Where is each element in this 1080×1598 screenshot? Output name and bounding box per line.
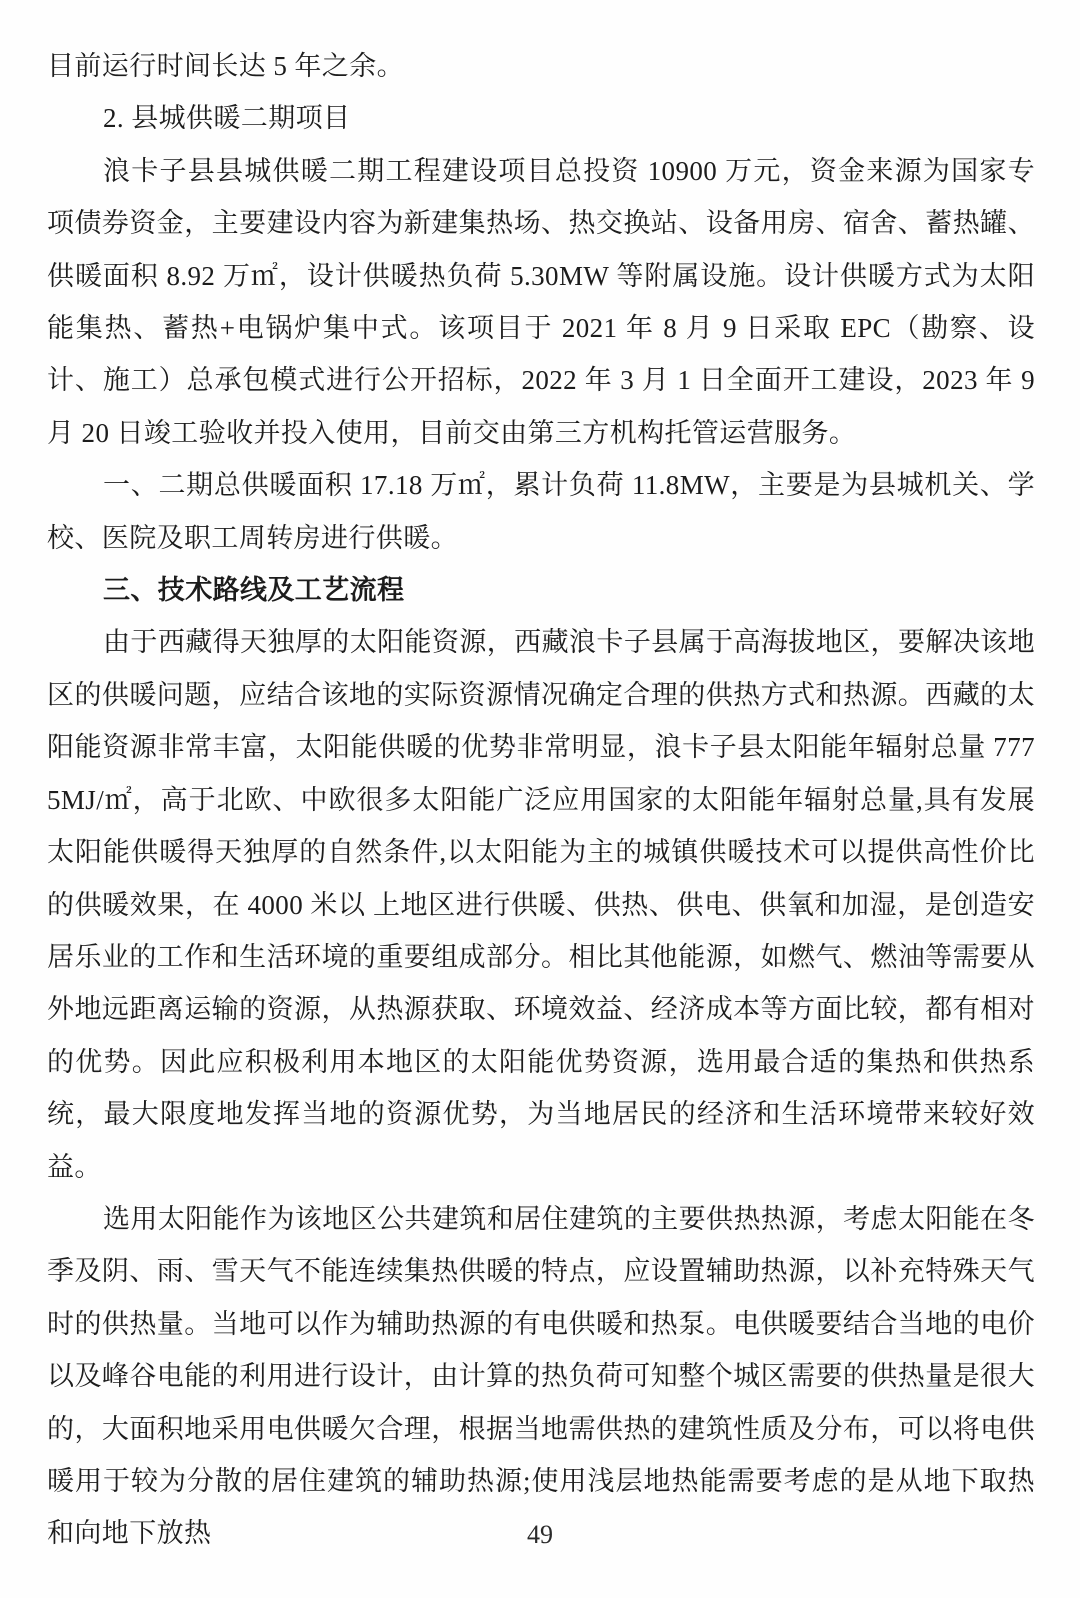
section-heading-technical-route: 三、技术路线及工艺流程: [103, 575, 405, 606]
paragraph-solar-resources: 由于西藏得天独厚的太阳能资源，西藏浪卡子县属于高海拔地区，要解决该地区的供暖问题，应结合该地的实际资源情况确定合理的供热方式和热源。西藏的太阳能资源非常丰富，太阳能供暖的优势非常明显，浪卡子县太阳能年辐射总量 7775MJ/㎡，高于北欧、中欧很多太阳能广泛应用国家的太阳能年辐射总量,具有发展太阳能供暖得天独厚的自然条件,以太阳能为主的城镇供暖技术可以提供高性价比的供暖效果，在 4000 米以 上地区进行供暖、供热、供电、供氧和加湿，是创造安居乐业的工作和生活环境的重要组成部分。相比其他能源，如燃气、燃油等需要从外地远距离运输的资源，从热源获取、环境效益、经济成本等方面比较，都有相对的优势。因此应积极利用本地区的太阳能优势资源，选用最合适的集热和供热系统，最大限度地发挥当地的资源优势，为当地居民的经济和生活环境带来较好效益。: [47, 627, 1035, 1182]
paragraph-phase2-capacity: 一、二期总供暖面积 17.18 万㎡，累计负荷 11.8MW，主要是为县城机关、学校、医院及职工周转房进行供暖。: [47, 470, 1035, 553]
subheading-project-2: 2. 县城供暖二期项目: [103, 103, 351, 134]
paragraph-continuation: 目前运行时间长达 5 年之余。: [47, 51, 404, 81]
paragraph-auxiliary-heat-source: 选用太阳能作为该地区公共建筑和居住建筑的主要供热热源，考虑太阳能在冬季及阴、雨、雪天气不能连续集热供暖的特点，应设置辅助热源，以补充特殊天气时的供热量。当地可以作为辅助热源的有电供暖和热泵。电供暖要结合当地的电价以及峰谷电能的利用进行设计，由计算的热负荷可知整个城区需要的供热量是很大的，大面积地采用电供暖欠合理，根据当地需供热的建筑性质及分布，可以将电供暖用于较为分散的居住建筑的辅助热源;使用浅层地热能需要考虑的是从地下取热和向地下放热: [47, 1203, 1035, 1549]
paragraph-project-overview: 浪卡子县县城供暖二期工程建设项目总投资 10900 万元，资金来源为国家专项债券资金，主要建设内容为新建集热场、热交换站、设备用房、宿舍、蓄热罐、供暖面积 8.92 万㎡，设计供暖热负荷 5.30MW 等附属设施。设计供暖方式为太阳能集热、蓄热+电锅炉集中式。该项目于 2021 年 8 月 9 日采取 EPC（勘察、设计、施工）总承包模式进行公开招标，2022 年 3 月 1 日全面开工建设，2023 年 9 月 20 日竣工验收并投入使用，目前交由第三方机构托管运营服务。: [47, 155, 1035, 448]
page-number: 49: [527, 1520, 553, 1549]
